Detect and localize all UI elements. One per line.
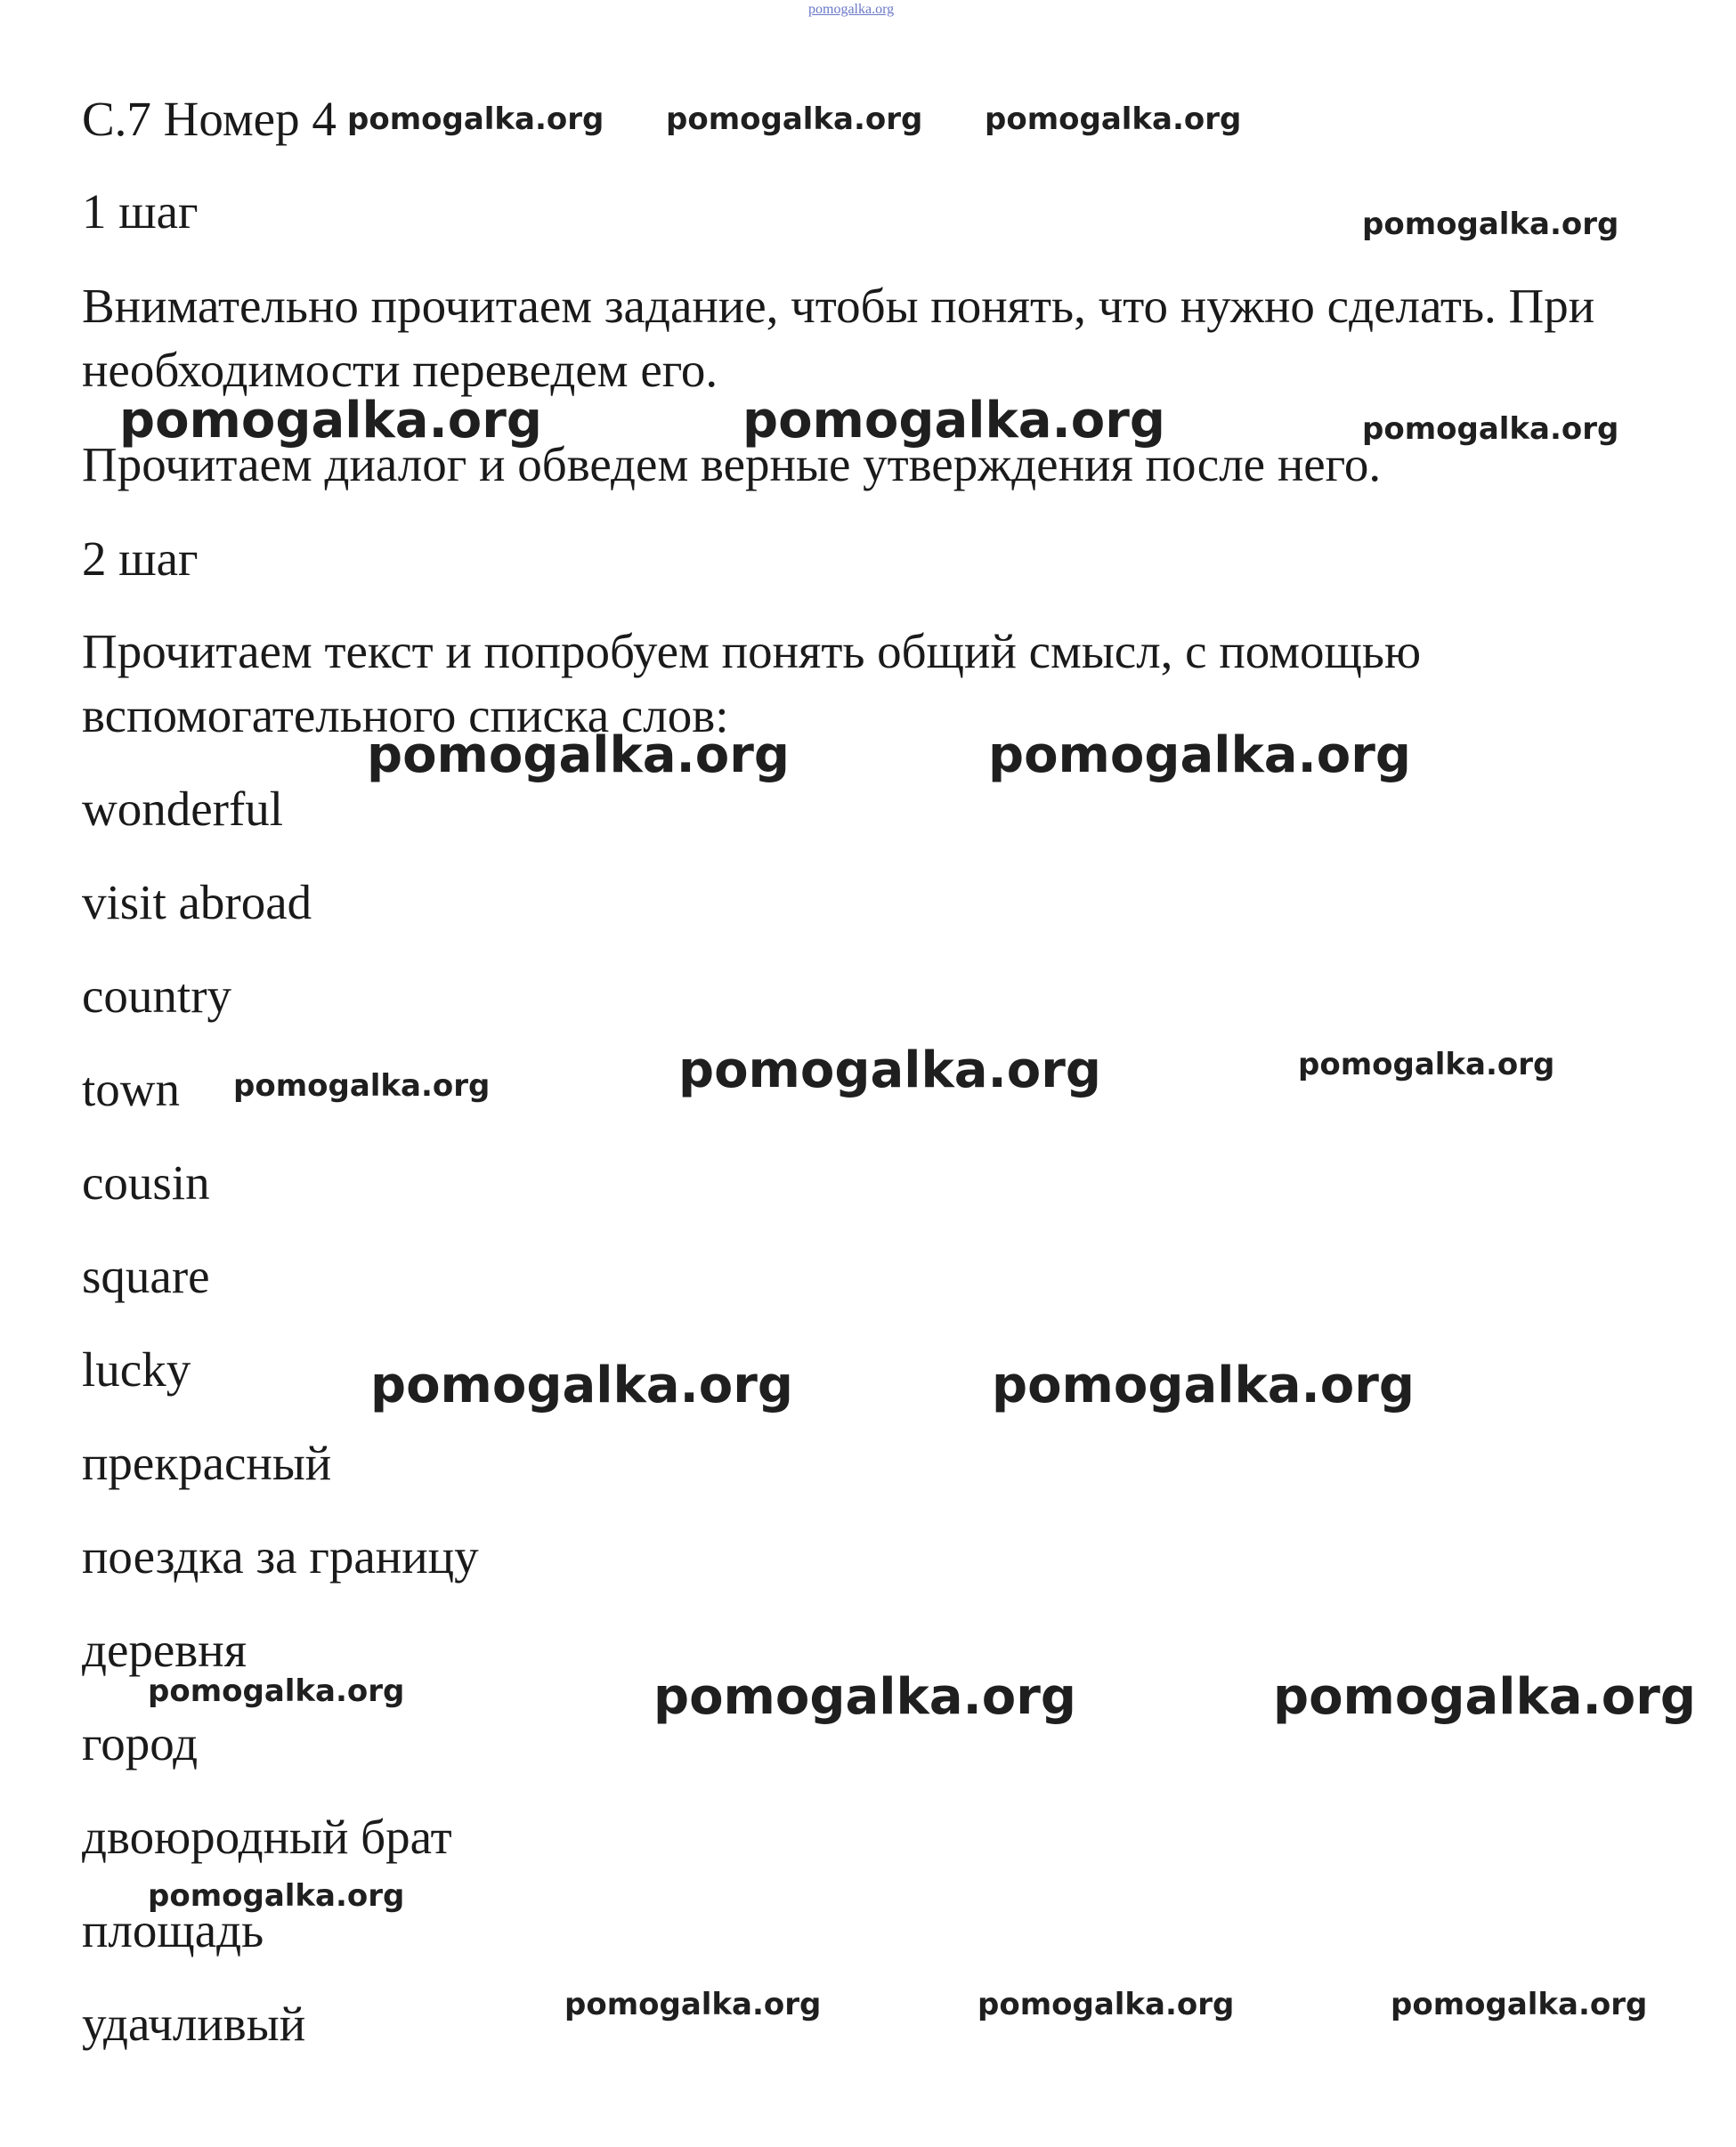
step1-heading: 1 шаг: [82, 184, 199, 239]
watermark: pomogalka.org: [666, 101, 923, 137]
watermark: pomogalka.org: [992, 1357, 1415, 1414]
watermark: pomogalka.org: [564, 1987, 822, 2022]
watermark: pomogalka.org: [1362, 207, 1619, 242]
watermark: pomogalka.org: [1362, 411, 1619, 447]
vocab-en-item: town: [82, 1062, 180, 1116]
watermark: pomogalka.org: [233, 1068, 491, 1104]
step2-paragraph-line1: Прочитаем текст и попробуем понять общий смысл, с помощью: [82, 624, 1422, 678]
vocab-ru-item: город: [82, 1716, 199, 1770]
step1-paragraph-line2: необходимости переведем его.: [82, 343, 718, 397]
watermark: pomogalka.org: [347, 101, 604, 137]
vocab-ru-item: деревня: [82, 1623, 247, 1677]
step2-paragraph-line2: вспомогательного списка слов:: [82, 688, 729, 742]
vocab-en-item: wonderful: [82, 782, 284, 836]
vocab-en-item: cousin: [82, 1155, 210, 1210]
vocab-ru-item: двоюродный брат: [82, 1810, 452, 1864]
vocab-en-item: lucky: [82, 1342, 191, 1397]
watermark: pomogalka.org: [742, 392, 1165, 450]
watermark: pomogalka.org: [1273, 1668, 1696, 1726]
watermark: pomogalka.org: [367, 726, 790, 784]
watermark: pomogalka.org: [148, 1673, 405, 1709]
watermark: pomogalka.org: [985, 101, 1242, 137]
vocab-ru-item: поездка за границу: [82, 1529, 479, 1584]
vocab-en-item: square: [82, 1249, 210, 1303]
watermark: pomogalka.org: [988, 726, 1411, 784]
step1-paragraph2: Прочитаем диалог и обведем верные утверждения после него.: [82, 437, 1382, 491]
vocab-ru-item: площадь: [82, 1903, 264, 1957]
vocab-ru-item: прекрасный: [82, 1436, 332, 1490]
vocab-en-item: visit abroad: [82, 875, 312, 929]
step2-heading: 2 шаг: [82, 531, 199, 586]
watermark: pomogalka.org: [148, 1878, 405, 1914]
page-title: С.7 Номер 4: [82, 92, 337, 146]
header-watermark: pomogalka.org: [808, 2, 895, 17]
watermark: pomogalka.org: [978, 1987, 1235, 2022]
vocab-en-item: country: [82, 968, 232, 1023]
watermark: pomogalka.org: [1298, 1047, 1555, 1082]
watermark: pomogalka.org: [678, 1041, 1101, 1099]
watermark: pomogalka.org: [119, 392, 542, 450]
step1-paragraph-line1: Внимательно прочитаем задание, чтобы понять, что нужно сделать. При: [82, 279, 1595, 333]
watermark: pomogalka.org: [653, 1668, 1076, 1726]
watermark: pomogalka.org: [370, 1357, 793, 1414]
watermark: pomogalka.org: [1391, 1987, 1648, 2022]
vocab-ru-item: удачливый: [82, 1997, 306, 2051]
